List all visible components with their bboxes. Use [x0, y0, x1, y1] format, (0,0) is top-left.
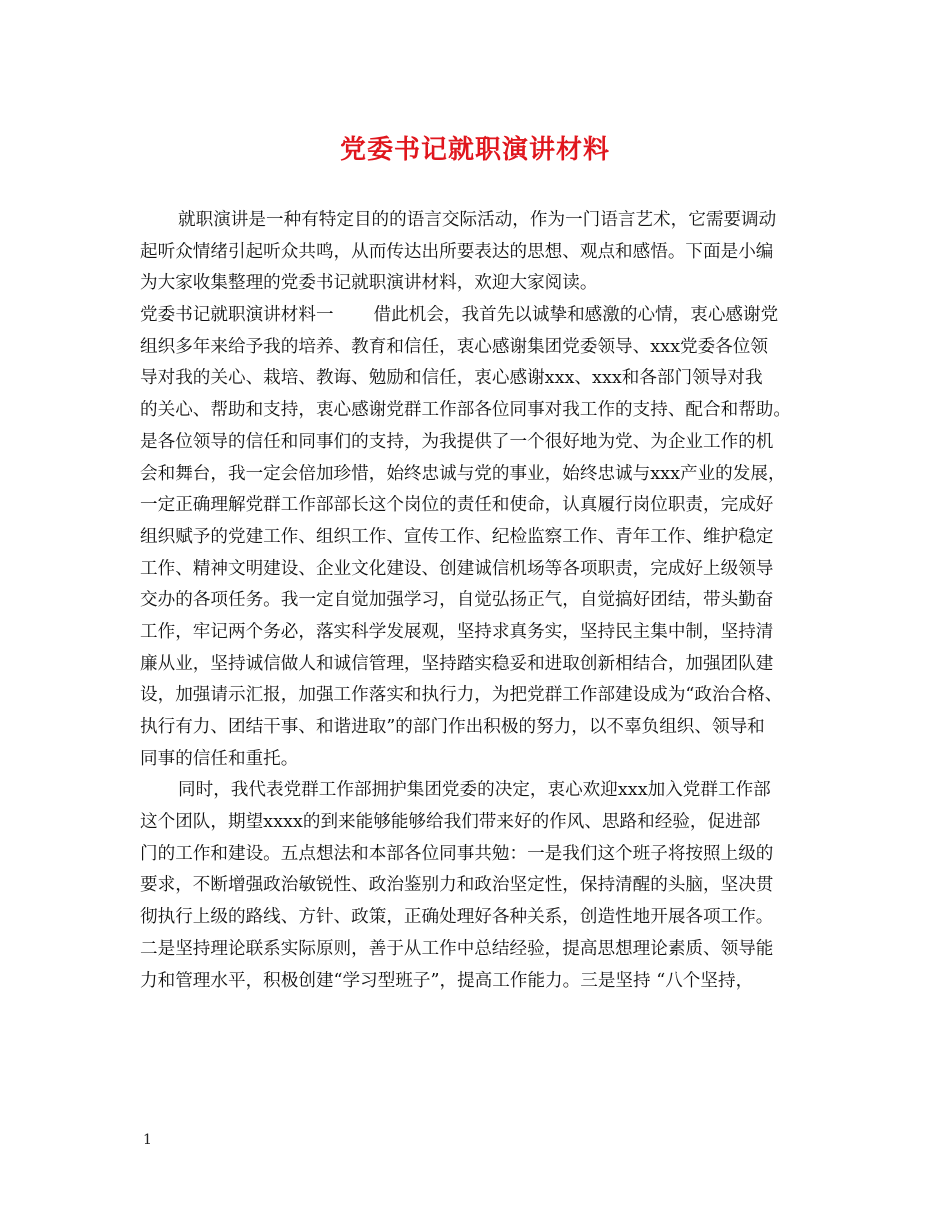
paragraph-line: 彻执行上级的路线、方针、政策，正确处理好各种关系，创造性地开展各项工作。 [140, 907, 774, 928]
document-body [140, 205, 830, 997]
section-heading: 党委书记就职演讲材料一 [140, 305, 334, 326]
page-number: 1 [143, 1132, 152, 1148]
section-line [140, 300, 830, 332]
paragraph-line: 借此机会，我首先以诚挚和感激的心情，衷心感谢党 [373, 305, 779, 326]
paragraph-line: 同事的信任和重托。 [140, 748, 299, 769]
paragraph-line: 这个团队，期望xxxx的到来能够能够给我们带来好的作风、思路和经验，促进部 [140, 812, 761, 833]
paragraph-line: 二是坚持理论联系实际原则，善于从工作中总结经验，提高思想理论素质、领导能 [140, 938, 774, 959]
document-title: 党委书记就职演讲材料 [339, 135, 610, 165]
paragraph-line: 工作，牢记两个务必，落实科学发展观，坚持求真务实，坚持民主集中制，坚持清 [140, 621, 774, 642]
paragraph-line: 导对我的关心、栽培、教诲、勉励和信任，衷心感谢xxx、xxx和各部门领导对我 [140, 368, 763, 389]
paragraph-line: 同时，我代表党群工作部拥护集团党委的决定，衷心欢迎xxx加入党群工作部 [178, 780, 771, 801]
paragraph-line: 交办的各项任务。我一定自觉加强学习，自觉弘扬正气，自觉搞好团结，带头勤奋 [140, 590, 774, 611]
paragraph-line: 的关心、帮助和支持，衷心感谢党群工作部各位同事对我工作的支持、配合和帮助。 [140, 400, 791, 421]
paragraph-line: 是各位领导的信任和同事们的支持，为我提供了一个很好地为党、为企业工作的机 [140, 431, 774, 452]
paragraph-line: 就职演讲是一种有特定目的的语言交际活动，作为一门语言艺术，它需要调动 [178, 210, 777, 230]
paragraph-line: 一定正确理解党群工作部部长这个岗位的责任和使命，认真履行岗位职责，完成好 [140, 495, 774, 516]
paragraph-line: 力和管理水平，积极创建“学习型班子”，提高工作能力。三是坚持 “八个坚持， [140, 970, 754, 991]
paragraph-line: 会和舞台，我一定会倍加珍惜，始终忠诚与党的事业，始终忠诚与xxx产业的发展， [140, 463, 786, 484]
paragraph-line: 要求，不断增强政治敏锐性、政治鉴别力和政治坚定性，保持清醒的头脑，坚决贯 [140, 875, 774, 896]
paragraph-line: 设，加强请示汇报，加强工作落实和执行力，为把党群工作部建设成为“政治合格、 [140, 685, 783, 706]
paragraph-line: 门的工作和建设。五点想法和本部各位同事共勉：一是我们这个班子将按照上级的 [140, 843, 774, 864]
paragraph-line: 为大家收集整理的党委书记就职演讲材料，欢迎大家阅读。 [140, 273, 598, 294]
paragraph-line: 工作、精神文明建设、企业文化建设、创建诚信机场等各项职责，完成好上级领导 [140, 558, 774, 579]
paragraph-line: 组织赋予的党建工作、组织工作、宣传工作、纪检监察工作、青年工作、维护稳定 [140, 526, 774, 547]
paragraph-line: 组织多年来给予我的培养、教育和信任，衷心感谢集团党委领导、xxx党委各位领 [140, 336, 768, 357]
paragraph-line: 执行有力、团结干事、和谐进取”的部门作出积极的努力，以不辜负组织、领导和 [140, 717, 765, 737]
paragraph-line: 廉从业，坚持诚信做人和诚信管理，坚持踏实稳妥和进取创新相结合，加强团队建 [140, 653, 774, 674]
paragraph-line: 起听众情绪引起听众共鸣，从而传达出所要表达的思想、观点和感悟。下面是小编 [140, 241, 774, 262]
